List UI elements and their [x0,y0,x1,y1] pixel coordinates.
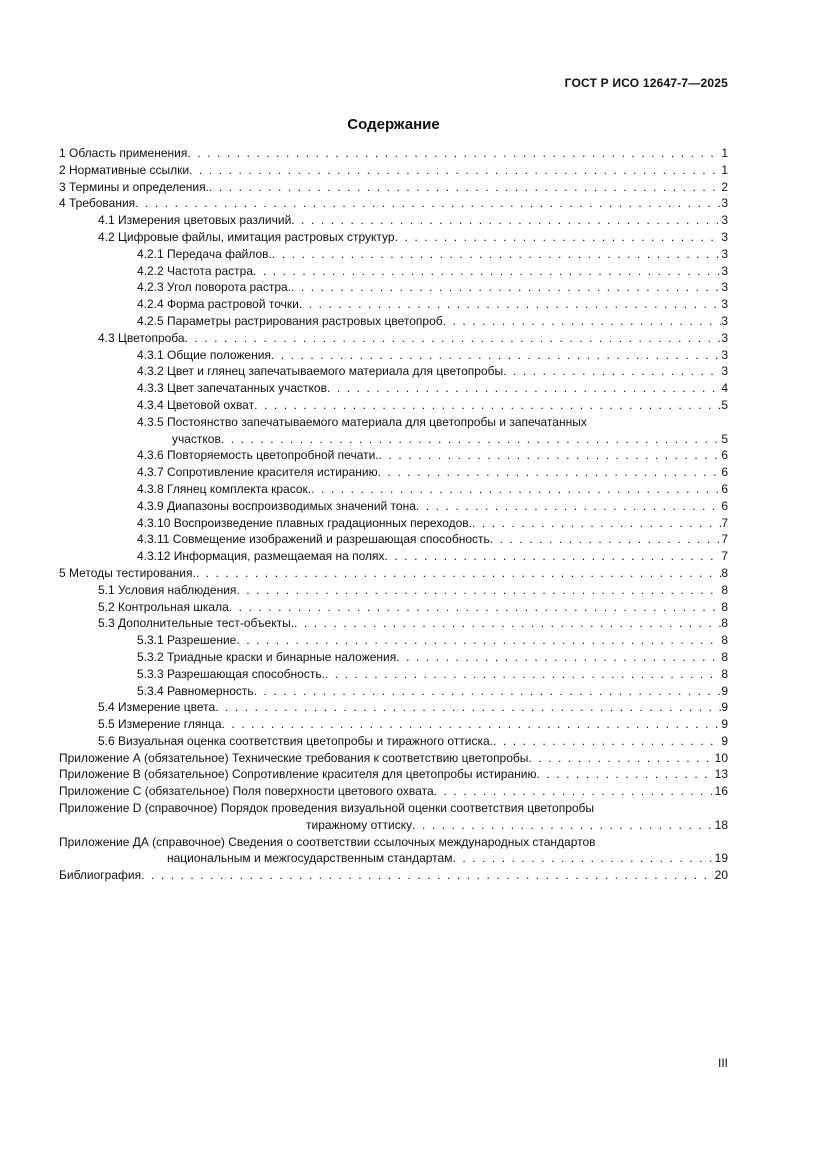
toc-entry-page: 9 [721,717,728,732]
toc-entry[interactable] [59,632,728,649]
toc-leader-dots [528,750,714,767]
toc-entry-label: 4.2 Цифровые файлы, имитация растровых структур [98,229,395,244]
toc-entry-label: 5.1 Условия наблюдения [98,582,237,597]
toc-entry-label: 5.3.3 Разрешающая способность. [137,666,325,681]
toc-leader-dots [503,363,721,380]
page-title: Содержание [347,116,440,133]
toc-entry-page: 3 [721,280,728,295]
toc-entry-label: 4.2.3 Угол поворота растра. [137,280,292,295]
toc-entry-page: 2 [721,179,728,194]
document-id: ГОСТ Р ИСО 12647-7—2025 [564,76,728,90]
toc-entry-page: 13 [714,767,728,782]
toc-leader-dots [254,397,721,414]
toc-entry[interactable] [59,615,728,632]
toc-leader-dots [196,565,722,582]
toc-entry-page: 1 [721,162,728,177]
toc-entry[interactable] [59,313,728,330]
toc-entry[interactable] [59,431,728,448]
toc-entry-page: 3 [721,263,728,278]
toc-entry-label: 4.3.7 Сопротивление красителя истиранию [137,465,378,480]
toc-entry-page: 8 [721,616,728,631]
toc-entry-page: 6 [721,465,728,480]
toc-entry-label: 4.3.9 Диапазоны воспроизводимых значений тона [137,498,416,513]
toc-entry-label: 4.3.12 Информация, размещаемая на полях [137,549,385,564]
toc-leader-dots [490,531,722,548]
toc-entry[interactable] [59,867,728,884]
toc-entry[interactable] [59,766,728,783]
toc-entry-page: 20 [714,868,728,883]
toc-entry-label: 2 Нормативные ссылки [59,162,190,177]
toc-leader-dots [493,733,721,750]
toc-entry-page: 9 [721,700,728,715]
toc-leader-dots [396,649,721,666]
toc-entry-label-line1: 4.3.5 Постоянство запечатываемого материала для цветопробы и запечатанных [137,414,587,429]
toc-leader-dots [327,380,721,397]
toc-entry[interactable] [59,531,728,548]
toc-leader-dots [416,498,721,515]
toc-entry-label: тиражному оттиску [306,817,413,832]
toc-entry[interactable] [59,380,728,397]
toc-entry-label: 5.3.4 Равномерность [137,683,254,698]
toc-entry-page: 9 [721,683,728,698]
toc-entry-label: 5.4 Измерение цвета [98,700,216,715]
toc-entry-label: Библиография [59,868,142,883]
toc-entry-page: 8 [721,582,728,597]
toc-entry[interactable] [59,179,728,196]
toc-entry[interactable] [59,330,728,347]
toc-entry-label-line1: Приложение D (справочное) Порядок проведения визуальной оценки соответствия цветопробы [59,801,595,816]
toc-entry[interactable] [59,716,728,733]
toc-entry[interactable] [59,162,728,179]
toc-entry[interactable] [59,195,728,212]
toc-entry[interactable] [59,246,728,263]
toc-entry[interactable] [59,515,728,532]
toc-entry-label: 5.6 Визуальная оценка соответствия цветопробы и тиражного оттиска. [98,733,494,748]
toc-entry[interactable] [59,347,728,364]
toc-leader-dots [189,162,721,179]
toc-leader-dots [472,515,721,532]
toc-leader-dots [141,867,715,884]
toc-entry-page: 5 [721,431,728,446]
toc-entry-label: 4.3 Цветопроба [98,330,185,345]
toc-leader-dots [185,330,722,347]
toc-entry-label: 5.3.2 Триадные краски и бинарные наложения [137,649,397,664]
toc-leader-dots [272,246,721,263]
toc-entry-label: 5.2 Контрольная шкала [98,599,229,614]
toc-entry-label: 5.3.1 Разрешение [137,633,237,648]
toc-leader-dots [215,699,721,716]
toc-entry-page: 3 [721,213,728,228]
toc-leader-dots [452,850,714,867]
toc-entry-page: 16 [714,784,728,799]
toc-entry-page: 3 [721,229,728,244]
toc-entry-page: 5 [721,397,728,412]
toc-leader-dots [536,766,714,783]
toc-entry[interactable] [59,464,728,481]
toc-leader-dots [209,179,721,196]
toc-entry[interactable] [59,296,728,313]
toc-entry[interactable] [59,145,728,162]
toc-entry-page: 3 [721,364,728,379]
toc-leader-dots [325,666,721,683]
toc-entry-label: участков [172,431,221,446]
toc-entry-label: 4.3.8 Глянец комплекта красок. [137,481,312,496]
toc-leader-dots [229,599,722,616]
toc-entry[interactable] [59,263,728,280]
toc-entry-page: 4 [721,381,728,396]
toc-entry-page: 8 [721,599,728,614]
toc-entry[interactable] [59,733,728,750]
toc-entry-label: 5.5 Измерение глянца [98,717,222,732]
toc-entry-page: 8 [721,633,728,648]
toc-entry-page: 8 [721,565,728,580]
toc-entry-label: 3 Термины и определения. [59,179,209,194]
toc-leader-dots [378,464,722,481]
toc-entry-label: 4.3.1 Общие положения [137,347,271,362]
toc-entry-page: 6 [721,448,728,463]
toc-entry[interactable] [59,363,728,380]
toc-entry-page: 7 [721,532,728,547]
toc-leader-dots [311,481,721,498]
toc-entry-label: 4.2.2 Частота растра [137,263,254,278]
toc-entry-page: 3 [721,297,728,312]
toc-leader-dots [221,431,721,448]
toc-entry-label: 4.3.10 Воспроизведение плавных градационных переходов. [137,515,473,530]
toc-entry-label: 4 Требования [59,196,136,211]
toc-leader-dots [412,817,715,834]
toc-leader-dots [291,279,721,296]
toc-leader-dots [299,296,721,313]
toc-entry-label: 4.3.6 Повторяемость цветопробной печати. [137,448,379,463]
toc-leader-dots [434,783,715,800]
toc-entry-label: 4.3.4 Цветовой охват [137,397,255,412]
toc-entry-page: 3 [721,313,728,328]
toc-entry[interactable] [59,599,728,616]
toc-leader-dots [294,615,721,632]
toc-entry[interactable] [59,783,728,800]
toc-entry[interactable] [59,666,728,683]
toc-entry[interactable] [59,229,728,246]
toc-entry[interactable] [59,548,728,565]
toc-leader-dots [222,716,722,733]
toc-entry-page: 19 [714,851,728,866]
toc-entry[interactable] [59,212,728,229]
toc-entry[interactable] [59,750,728,767]
toc-entry-label: Приложение В (обязательное) Сопротивление красителя для цветопробы истиранию [59,767,537,782]
toc-entry-label: 4.3.2 Цвет и глянец запечатываемого материала для цветопробы [137,364,504,379]
toc-leader-dots [379,447,722,464]
toc-entry-page: 3 [721,196,728,211]
toc-leader-dots [253,263,721,280]
toc-leader-dots [254,683,722,700]
toc-entry[interactable] [59,447,728,464]
toc-leader-dots [395,229,722,246]
toc-entry-page: 10 [714,750,728,765]
toc-entry-label: 4.1 Измерения цветовых различий [98,213,292,228]
toc-entry-label: 4.2.4 Форма растровой точки [137,297,299,312]
toc-entry[interactable] [59,498,728,515]
toc-entry[interactable] [59,817,728,834]
toc-entry-page: 8 [721,649,728,664]
toc-entry-label: 5 Методы тестирования. [59,565,196,580]
toc-entry-page: 7 [721,549,728,564]
toc-entry-label-line1: Приложение ДА (справочное) Сведения о соответствии ссылочных международных стандартов [59,834,596,849]
toc-entry[interactable] [59,649,728,666]
page-number: III [717,1056,728,1070]
toc-entry[interactable] [59,850,728,867]
toc-leader-dots [291,212,721,229]
toc-entry[interactable] [59,565,728,582]
toc-entry-page: 9 [721,733,728,748]
toc-entry[interactable] [59,699,728,716]
toc-leader-dots [271,347,721,364]
toc-leader-dots [236,582,721,599]
toc-entry-page: 7 [721,515,728,530]
toc-leader-dots [187,145,721,162]
toc-entry-page: 8 [721,666,728,681]
toc-entry-label: 4.3.11 Совмещение изображений и разрешающая способность [137,532,490,547]
toc-entry-label: Приложение С (обязательное) Поля поверхности цветового охвата [59,784,434,799]
toc-entry[interactable] [59,582,728,599]
toc-entry-label: 1 Область применения [59,146,188,160]
toc-entry-page: 3 [721,246,728,261]
toc-entry-label: национальным и межгосударственным стандартам [167,851,453,866]
table-of-contents [59,145,728,884]
toc-entry-page: 6 [721,481,728,496]
toc-entry-label: 4.3.3 Цвет запечатанных участков [137,381,327,396]
toc-entry[interactable] [59,279,728,296]
toc-entry-page: 6 [721,498,728,513]
toc-leader-dots [385,548,722,565]
toc-entry-page: 18 [714,817,728,832]
toc-entry-label: Приложение А (обязательное) Технические требования к соответствию цветопробы [59,750,529,765]
toc-entry-label: 4.2.5 Параметры растрирования растровых цветопроб [137,313,443,328]
toc-entry[interactable] [59,683,728,700]
toc-entry-label: 5.3 Дополнительные тест-объекты. [98,616,295,631]
toc-entry-page: 3 [721,347,728,362]
toc-entry[interactable] [59,481,728,498]
toc-leader-dots [443,313,722,330]
toc-entry-page: 1 [721,146,728,160]
toc-entry[interactable] [59,397,728,414]
toc-leader-dots [236,632,721,649]
toc-entry-label: 4.2.1 Передача файлов. [137,246,272,261]
toc-leader-dots [135,195,721,212]
toc-entry-page: 3 [721,330,728,345]
